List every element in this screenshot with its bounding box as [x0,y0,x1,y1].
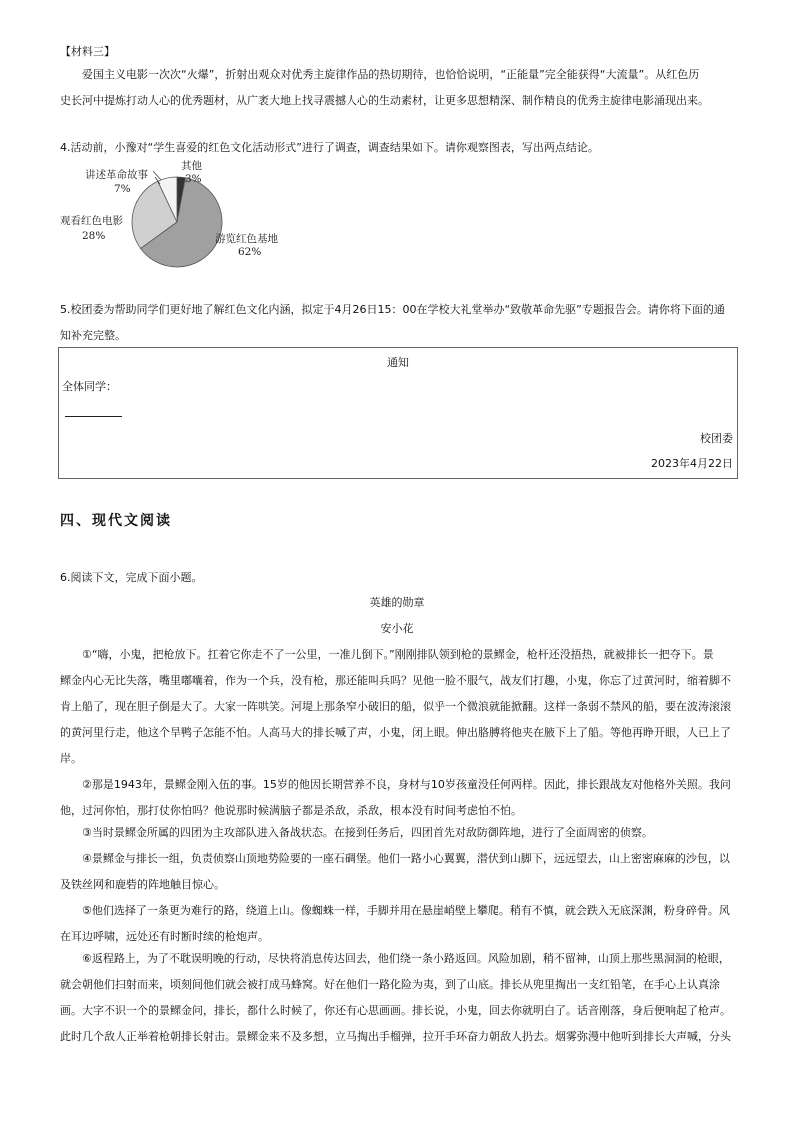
material-paragraph [60,62,736,114]
article-line: ⑤他们选择了一条更为难行的路，绕道上山。像蜘蛛一样，手脚并用在悬崖峭壁上攀爬。稍有不慎，就会跌入无底深渊，粉身碎骨。风 [82,904,730,917]
article-line: ④景鳏金与排长一组，负责侦察山顶地势险要的一座石碉堡。他们一路小心翼翼，潜伏到山脚下，远远望去，山上密密麻麻的沙包，以 [82,852,730,865]
label-other: 其他 [181,160,202,172]
article-title: 英雄的勋章 [369,596,425,609]
label-base: 游览红色基地 [215,233,278,245]
article-paragraph-6 [60,946,736,1050]
article-line: 及铁丝网和鹿砦的阵地触目惊心。 [60,878,225,891]
pie-chart [55,158,305,268]
article-line: 肯上船了，现在胆子倒是大了。大家一阵哄笑。河堤上那条窄小破旧的船，似乎一个微浪就能掀翻。这样一条弱不禁风的船，要在波涛滚滚 [60,700,731,713]
article-line: 鳏金内心无比失落，嘴里嘟囔着，作为一个兵，没有枪，那还能叫兵吗？见他一脸不服气，战友们打趣，小鬼，你忘了过黄河时，缩着脚不 [60,674,731,687]
article-paragraph-3 [60,820,736,846]
label-film: 观看红色电影 [60,215,123,227]
question-6-intro: 6.阅读下文，完成下面小题。 [60,571,203,584]
notice-date: 2023年4月22日 [651,457,733,470]
notice-title: 通知 [387,356,409,369]
article-line: ②那是1943年，景鳏金刚入伍的事。15岁的他因长期营养不良，身材与10岁孩童没任何两样。因此，排长跟战友对他格外关照。我问 [82,778,731,791]
article-line: 在耳边呼啸，远处还有时断时续的枪炮声。 [60,930,269,943]
article-line: 的黄河里行走，他这个旱鸭子怎能不怕。人高马大的排长喊了声，小鬼，闭上眼。伸出胳膊将他夹在腋下上了船。等他再睁开眼，人已上了 [60,726,731,739]
notice-greeting: 全体同学： [62,380,117,393]
article-paragraph-5 [60,898,736,950]
value-other: 3% [185,173,202,185]
article-paragraph-2 [60,772,736,824]
value-base: 62% [238,246,262,258]
article-line: ①“嗨，小鬼，把枪放下。扛着它你走不了一公里，一准儿倒下。”刚刚排队领到枪的景鳏金，枪杆还没捂热，就被排长一把夺下。景 [82,648,714,661]
article-line: 画。大字不识一个的景鳏金问，排长，都什么时候了，你还有心思画画。排长说，小鬼，回去你就明白了。话音刚落，身后便响起了枪声。 [60,1004,731,1017]
section-heading: 四、现代文阅读 [60,513,172,529]
label-story: 讲述革命故事 [85,169,148,181]
notice-blank[interactable] [65,416,122,417]
article-line: ③当时景鳏金所属的四团为主攻部队进入备战状态。在接到任务后，四团首先对敌防御阵地，进行了全面周密的侦察。 [82,826,653,839]
article-author: 安小花 [380,622,414,635]
leader-line-story [153,171,161,180]
material-line: 史长河中提炼打动人心的优秀题材，从广袤大地上找寻震撼人心的生动素材，让更多思想精深、制作精良的优秀主旋律电影涌现出来。 [60,94,709,107]
article-line: ⑥返程路上，为了不耽误明晚的行动，尽快将消息传达回去，他们绕一条小路返回。风险加剧，稍不留神，山顶上那些黑洞洞的枪眼， [82,952,730,965]
article-paragraph-1 [60,642,736,772]
value-story: 7% [114,183,131,195]
material-heading: 【材料三】 [60,45,115,58]
material-line: 爱国主义电影一次次“火爆”，折射出观众对优秀主旋律作品的热切期待，也恰恰说明，“正能量”完全能获得“大流量”。从红色历 [82,68,700,81]
question-5-line: 5.校团委为帮助同学们更好地了解红色文化内涵，拟定于4月26日15：00在学校大礼堂举办“致敬革命先驱”专题报告会。请你将下面的通 [60,303,725,316]
notice-signature: 校团委 [700,432,733,445]
notice-box [58,347,738,479]
article-line: 他，过河你怕，那打仗你怕吗？他说那时候满脑子都是杀敌，杀敌，根本没有时间考虑怕不怕。 [60,804,522,817]
question-5 [60,297,736,349]
article-line: 岸。 [60,752,82,765]
article-paragraph-4 [60,846,736,898]
value-film: 28% [82,230,106,242]
article-line: 就会朝他们扫射而来，顷刻间他们就会被打成马蜂窝。好在他们一路化险为夷，到了山底。排长从兜里掏出一支红铅笔，在手心上认真涂 [60,978,720,991]
article-line: 此时几个敌人正举着枪朝排长射击。景鳏金来不及多想，立马掏出手榴弹，拉开手环奋力朝敌人扔去。烟雾弥漫中他听到排长大声喊，分头 [60,1030,731,1043]
question-5-line: 知补充完整。 [60,329,126,342]
question-4: 4.活动前，小豫对“学生喜爱的红色文化活动形式”进行了调查，调查结果如下。请你观察图表，写出两点结论。 [60,141,599,154]
